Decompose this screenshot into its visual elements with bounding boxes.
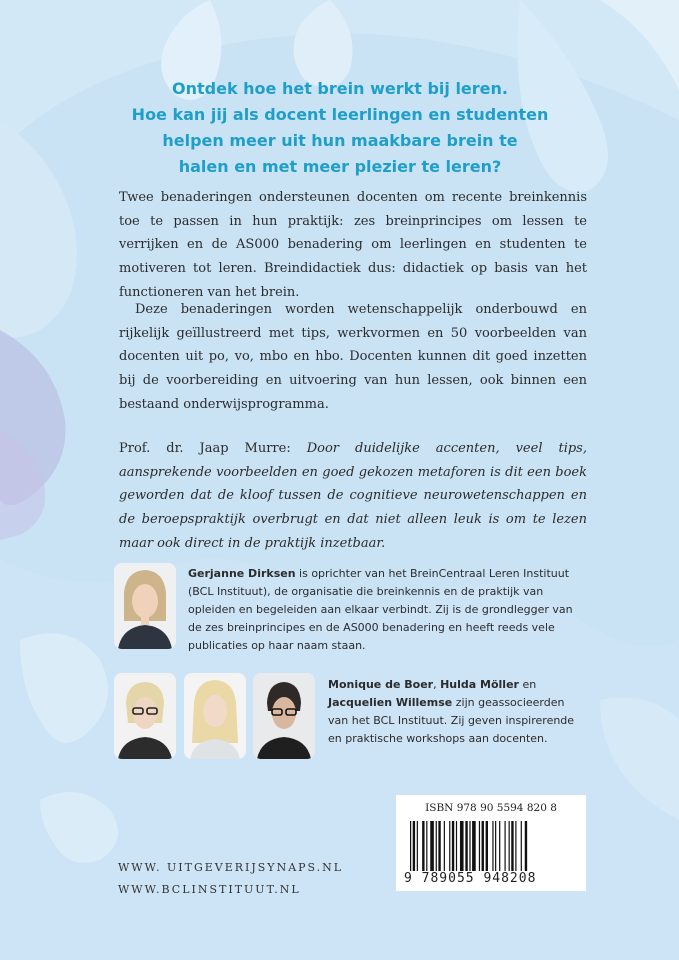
barcode-bar <box>472 821 476 871</box>
tagline-line: Hoe kan jij als docent leerlingen en studenten <box>131 105 549 124</box>
barcode-bar <box>465 821 467 871</box>
co-author-bio-text: zijn geassocieerden van het BCL Instituut. Zij geven inspirerende en praktische workshops aan docenten. <box>328 696 575 745</box>
barcode-bar <box>525 821 527 871</box>
barcode-bar <box>436 821 437 871</box>
tagline-line: Ontdek hoe het brein werkt bij leren. <box>172 79 508 98</box>
endorsement-quote: Door duidelijke accenten, veel tips, aansprekende voorbeelden en goed gekozen metaforen is dit een boek geworden dat de kloof tussen de cognitieve neurowetenschappen en de beroepspraktijk overbrugt en dat niet alleen leuk is om te lezen maar ook direct in de praktijk inzetbaar. <box>119 441 587 551</box>
co-author-name: Jacquelien Willemse <box>328 696 453 709</box>
barcode-bar <box>444 821 445 871</box>
tagline <box>120 76 560 180</box>
author-photo-co-2 <box>184 673 246 759</box>
isbn-label: ISBN 978 90 5594 820 8 <box>425 802 557 814</box>
tagline-line: halen en met meer plezier te leren? <box>178 157 502 176</box>
barcode-bar <box>499 821 500 871</box>
barcode-bar <box>505 821 506 871</box>
author-bio-co <box>328 676 588 748</box>
barcode-bar <box>410 821 411 871</box>
barcode-bar <box>479 821 480 871</box>
author-photo-co-3 <box>253 673 315 759</box>
description-paragraph-2: Deze benaderingen worden wetenschappelijk onderbouwd en rijkelijk geïllustreerd met tips, werkvormen en 50 voorbeelden van docenten uit po, vo, mbo en hbo. Docenten kunnen dit goed inzetten bij de voorbereiding en uitvoering van hun lessen, ook binnen een bestaand onderwijsprogramma. <box>119 302 587 412</box>
author-bio-text: is oprichter van het BreinCentraal Leren Instituut (BCL Instituut), de organisatie die breinkennis en de praktijk van opleiden en begeleiden aan elkaar verbindt. Zij is de grondlegger van de zes breinprincipes en de AS000 benadering en heeft reeds vele publicaties op haar naam staan. <box>188 567 573 652</box>
barcode-bar <box>452 821 454 871</box>
barcode-bar <box>511 821 513 871</box>
isbn-barcode-box <box>396 795 586 891</box>
tagline-line: helpen meer uit hun maakbare brein te <box>162 131 518 150</box>
co-author-separator: en <box>518 678 537 691</box>
barcode-bar <box>492 821 493 871</box>
author-photo-main <box>114 563 176 649</box>
barcode-bar <box>482 821 484 871</box>
barcode-bar <box>430 821 434 871</box>
barcode-bar <box>413 821 415 871</box>
barcode-bar <box>509 821 510 871</box>
co-author-separator: , <box>433 678 441 691</box>
publisher-url[interactable]: WWW. UITGEVERIJSYNAPS.NL <box>118 861 344 874</box>
endorser-name: Prof. dr. Jaap Murre: <box>119 441 307 456</box>
co-author-name: Monique de Boer <box>328 678 434 691</box>
endorsement-paragraph <box>119 437 587 556</box>
barcode-bar <box>515 821 516 871</box>
barcode-bar <box>417 821 418 871</box>
isbn-digits: 9 789055 948208 <box>404 871 537 886</box>
barcode-bar <box>486 821 488 871</box>
barcode-bar <box>456 821 457 871</box>
barcode-bar <box>449 821 450 871</box>
barcode-bar <box>426 821 427 871</box>
institute-url[interactable]: WWW.BCLINSTITUUT.NL <box>118 883 301 896</box>
author-photo-co-1 <box>114 673 176 759</box>
barcode-icon <box>408 821 574 871</box>
co-author-name: Hulda Möller <box>440 678 519 691</box>
author-name: Gerjanne Dirksen <box>188 567 296 580</box>
barcode-bar <box>469 821 470 871</box>
barcode-bar <box>521 821 522 871</box>
author-bio-main <box>188 565 588 655</box>
barcode-bar <box>438 821 440 871</box>
description-paragraph-1: Twee benaderingen ondersteunen docenten om recente breinkennis toe te passen in hun praktijk: zes breinprincipes om lessen te verrijken en de AS000 benadering om leerlingen en studenten te motiveren tot leren. Breindidactiek dus: didactiek op basis van het functioneren van het brein. <box>119 190 587 300</box>
barcode-bar <box>495 821 496 871</box>
barcode-bar <box>422 821 424 871</box>
barcode-bar <box>460 821 464 871</box>
